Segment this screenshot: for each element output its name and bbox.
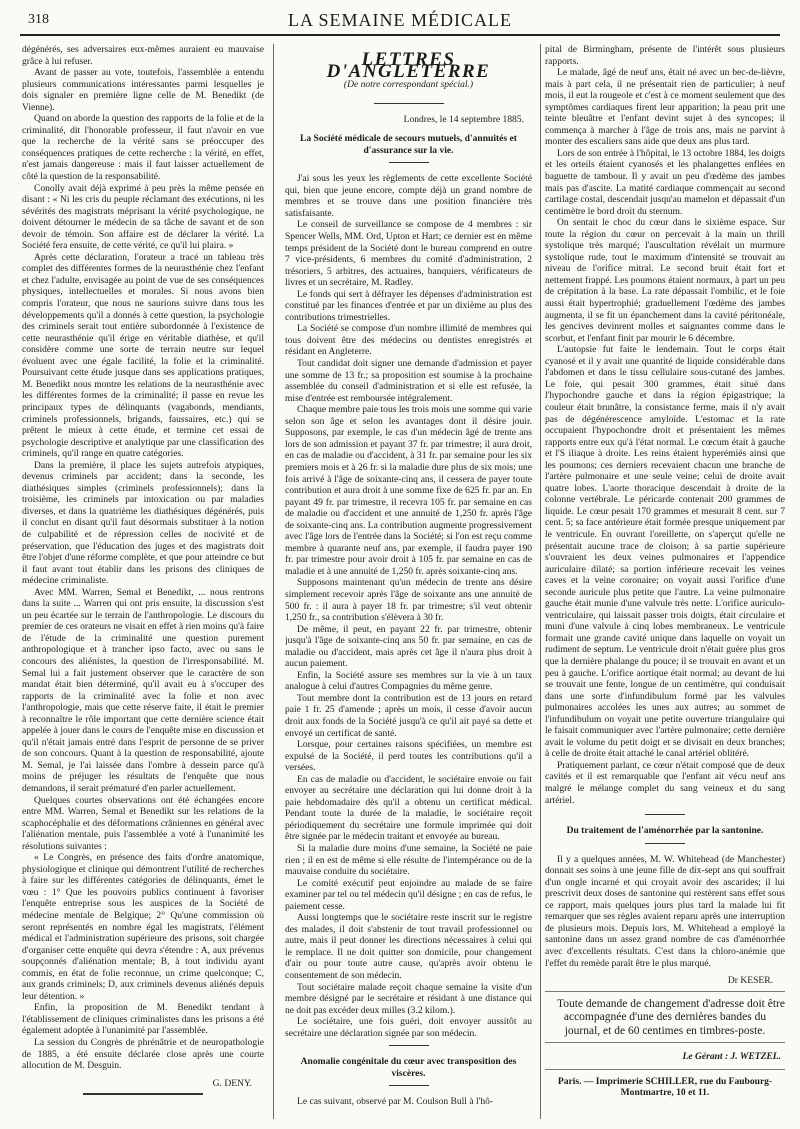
paragraph: Le conseil de surveillance se compose de 4 membres : sir Spencer Wells, MM. Ord, Upton et Hart; ce dernier est en même temps président de la Société dont le bureau comprend en outre 7 vice-présidents, 6 membres du comité d'administration, 2 trésoriers, 5 arbitres, des actuaires, banquiers, vérificateurs de livres et un secrétaire, M. Radley.	[285, 219, 532, 289]
paragraph: pital de Birmingham, présente de l'intérêt sous plusieurs rapports.	[545, 44, 785, 67]
manager-credit: Le Gérant : J. WETZEL.	[682, 1051, 781, 1063]
paragraph: La session du Congrès de phrénâtrie et de neuropathologie de 1885, a été ensuite déclarée close après une courte allocution de M. Desguin.	[22, 1037, 264, 1072]
paragraph: Après cette déclaration, l'orateur a tracé un tableau très complet des différentes formes de la neurasthénie chez l'enfant et chez l'adulte, envisagée au point de vue de ses conséquences physiques, intellectuelles et morales. Si nous avons bien compris l'orateur, que nous ne saurions suivre dans tous les développements qu'il a donnés à cette question, la psychologie des criminels serait tout entière subordonnée à l'existence de cette neurasthénie qu'il érige en véritable diathèse, et qu'il considère comme une sorte de terrain neutre sur lequel évoluent avec une égale facilité, la folie et la criminalité. Poursuivant cette étude jusque dans ses applications pratiques, M. Benedikt nous montre les relations de la neurasthénie avec les différentes formes de la criminalité; il passe en revue les principaux types de délinquants (vagabonds, mendiants, criminels professionnels, brigands, faussaires, etc.) qui se prêtent le mieux à cette étude, et termine cet essai de psychologie descriptive et analytique par une classification des criminels, qu'il range en quatre catégories.	[22, 251, 264, 460]
paragraph: De même, il peut, en payant 22 fr. par trimestre, obtenir jusqu'à l'âge de soixante-cinq ans 50 fr. par semaine, en cas de maladie ou d'accident, mais après cet âge il n'aura plus droit à aucun paiement.	[285, 623, 532, 670]
article-title: LETTRES D'ANGLETERRE	[326, 49, 491, 82]
paragraph: Avant de passer au vote, toutefois, l'assemblée a entendu plusieurs communications intéressantes parmi lesquelles je dois signaler en première ligne celle de M. Benedikt (de Vienne).	[22, 67, 264, 113]
paragraph: J'ai sous les yeux les règlements de cette excellente Société qui, bien que jeune encore, compte déjà un grand nombre de membres et se trouve dans une position financière très satisfaisante.	[285, 173, 532, 219]
author-signature: G. DENY.	[212, 1077, 252, 1089]
paragraph: Lorsque, pour certaines raisons spécifiées, un membre est expulsé de la Société, il perd toutes les contributions qu'il a versées.	[285, 739, 532, 774]
paragraph: Enfin, la Société assure ses membres sur la vie à un taux analogue à celui d'autres Compagnies du même genre.	[285, 669, 532, 693]
paragraph: Dans la première, il place les sujets autrefois atypiques, devenus criminels par accident; dans la seconde, les diathésiques simples (criminels professionnels); dans la troisième, les criminels par intoxication ou par maladies diverses, et dans la quatrième les diathésiques dégénérés, puis il conclut en disant qu'il faut désormais substituer à la notion de culpabilité et de répression celles de nocivité et de préservation, que l'éducation des juges et des magistrats doit être l'objet d'une réforme complète, et que pour atteindre ce but il faut avant tout établir dans les prisons des cliniques de médecine criminaliste.	[22, 459, 264, 587]
paragraph: Le sociétaire, une fois guéri, doit envoyer aussitôt au secrétaire une déclaration signée par son médecin.	[285, 1016, 532, 1039]
imprint-rule	[545, 1069, 785, 1070]
paragraph: En cas de maladie ou d'accident, le sociétaire envoie ou fait envoyer au secrétaire une déclaration qui lui donne droit à la paie hebdomadaire dès qu'il a obtenu un certificat médical. Pendant toute la durée de la maladie, le sociétaire reçoit périodiquement du secrétaire une formule imprimée qui doit être signée par le médecin traitant et envoyée au bureau.	[285, 773, 532, 843]
paragraph: Avec MM. Warren, Semal et Benedikt, ... nous rentrons dans la suite ... Warren qui ont pris ensuite, la discussion s'est un peu écartée sur le terrain de l'anthropologie. Le discours du premier de ces orateurs ne visait en effet à rien moins qu'à faire de l'étude de la criminalité une question purement anthropologique et à trancher ipso facto, avec ou sans le concours des aliénistes, la question de l'irresponsabilité. M. Semal lui a fait justement observer que le caractère de son mandat était bien déterminé, qu'il avait eu à s'occuper des rapports de la criminalité avec la folie et non avec l'anthropologie, mais que cette réserve faite, il était le premier à reconnaître le rôle important que cette dernière science était appelée à jouer dans le cours de l'enquête mise en discussion et qu'il n'était jamais entré dans l'esprit de personne de se priver de son concours. Quant à la question de responsabilité, ajoute M. Semal, je l'ai laissée dans l'ombre à dessein parce qu'à moins de préjuger les résultats de l'enquête que nous demandons, il serait prématuré d'en parler actuellement.	[22, 586, 264, 794]
paragraph: Pratiquement parlant, ce cœur n'était composé que de deux cavités et il est remarquable que l'enfant ait vécu neuf ans malgré le mélange complet du sang veineux et du sang artériel.	[545, 759, 785, 806]
paragraph: Aussi longtemps que le sociétaire reste inscrit sur le registre des malades, il doit s'abstenir de tout travail professionnel ou autre, mais il peut donner les directions nécessaires à celui qui le remplace. Il ne doit quitter son domicile, pour changement d'air ou pour toute autre cause, qu'après avoir obtenu le consentement de son médecin.	[285, 912, 532, 982]
section-heading: Anomalie congénitale du cœur avec transposition des viscères.	[300, 1056, 517, 1079]
title-rule	[374, 103, 444, 104]
paragraph: Le cas suivant, observé par M. Coulson Bull à l'hô-	[297, 1096, 494, 1108]
paragraph: Tout sociétaire malade reçoit chaque semaine la visite d'un membre désigné par le secrétaire et résidant à une distance qui ne doit pas excéder deux milles (3.2 kilom.).	[285, 981, 532, 1016]
journal-title: LA SEMAINE MÉDICALE	[288, 10, 512, 30]
paragraph: Enfin, la proposition de M. Benedikt tendant à l'établissement de cliniques criminalistes dans les prisons a été également adoptée à l'unanimité par l'assemblée.	[22, 1002, 264, 1037]
paragraph: On sentait le choc du cœur dans le sixième espace. Sur toute la région du cœur on percevait à la main un thrill systolique très marqué; l'auscultation révélait un murmure systolique rude, tout le maximum d'intensité se trouvait au niveau de l'orifice mitral. Le second bruit était fort et nettement frappé. Les poumons étaient normaux, à part un peu de crépitation à la base. La rate dépassait l'ombilic, et le foie aussi était hypertrophié; graduellement l'œdème des jambes augmenta, il se fit un épanchement dans la cavité péritonéale, les gencives devinrent molles et saignantes comme dans le scorbut, et l'enfant finit par mourir le 6 décembre.	[545, 217, 785, 344]
paragraph: Le malade, âgé de neuf ans, était né avec un bec-de-lièvre, mais à part cela, il ne présentait rien de particulier; à neuf mois, il eut la rougeole et c'est à ce moment seulement que des symptômes cardiaques firent leur apparition; la peau prit une teinte bleuâtre et l'enfant devint sujet à des syncopes; il commença à marcher à l'âge de trois ans, mais ne parvint à monter des escaliers sans aide que deux ans plus tard.	[545, 67, 785, 148]
column-3	[545, 44, 785, 1121]
paragraph: Le comité exécutif peut enjoindre au malade de se faire examiner par tel ou tel médecin qu'il désigne ; en cas de refus, le paiement cesse.	[285, 877, 532, 912]
section-rule	[645, 843, 685, 844]
column-1	[22, 44, 264, 1121]
paragraph: Chaque membre paie tous les trois mois une somme qui varie selon son âge et selon les avantages dont il désire jouir. Supposons, par exemple, le cas d'un médecin âgé de trente ans lors de son admission et payant 37 fr. par trimestre; il aura droit, en cas de maladie ou d'accident, à 31 fr. par semaine pour les six premiers mois et à 26 fr. si la maladie dure plus de six mois; une fois arrivé à l'âge de soixante-cinq ans, il cessera de payer toute contribution et aura droit à une somme fixe de 625 fr. par an. En payant 49 fr. par trimestre, il recevra 105 fr. par semaine en cas de maladie ou d'accident et une annuité de 1,250 fr. après l'âge de soixante-cinq ans. La contribution augmente progressivement avec l'âge lors de l'entrée dans la Société; si l'on est reçu comme membre à quarante neuf ans, par exemple, il faudra payer 190 fr. par trimestre pour avoir droit à 105 fr. par semaine en cas de maladie et à une annuité de 1,250 fr. après soixante-cinq ans.	[285, 404, 532, 577]
paragraph: Supposons maintenant qu'un médecin de trente ans désire simplement recevoir après l'âge de soixante ans une annuité de 500 fr. : il aura à payer 18 fr. par trimestre; s'il veut obtenir 1,250 fr., sa contribution s'élèvera à 30 fr.	[285, 577, 532, 624]
paragraph: Lors de son entrée à l'hôpital, le 13 octobre 1884, les doigts et les orteils étaient cyanosés et les phalangettes enflées en baguette de tambour. Il y avait un peu d'œdème des jambes mais pas d'ascite. La matité cardiaque commençait au second cartilage costal, descendait jusqu'au mamelon et dépassait d'un centimètre le bord droit du sternum.	[545, 147, 785, 217]
printer-imprint-line: Montmartre, 10 et 11.	[620, 1087, 710, 1099]
paragraph: La Société se compose d'un nombre illimité de membres qui tous doivent être des médecins ou dentistes enregistrés et résidant en Angleterre.	[285, 323, 532, 358]
notice-rule	[545, 1042, 785, 1043]
paragraph: dégénérés, ses adversaires eux-mêmes auraient eu mauvaise grâce à lui refuser.	[22, 44, 264, 67]
column-rule-right	[540, 44, 541, 1119]
section-rule	[645, 814, 685, 815]
paragraph: « Le Congrès, en présence des faits d'ordre anatomique, physiologique et clinique qui démontrent l'utilité de recherches à faire sur les différentes catégories de délinquants, émet le vœu : 1° Que les pouvoirs publics continuent à favoriser l'enquête entreprise sous les auspices de la Société de médecine mentale de Belgique; 2° Qu'une commission où seront représentés en nombre égal les magistrats, l'élément médical et l'administration supérieure des prisons, soit chargée d'organiser cette enquête qui devra s'étendre : A, aux prévenus soupçonnés d'aliénation mentale; B, à tout individu ayant commis, en état de folie reconnue, un crime quelconque; C, aux grands criminels; D, aux criminels devenus aliénés depuis leur détention. »	[22, 852, 264, 1002]
section-rule	[389, 1085, 429, 1086]
column-2	[285, 44, 532, 1121]
article-subtitle: (De notre correspondant spécial.)	[343, 79, 474, 91]
section-rule	[389, 1045, 429, 1046]
page-number: 318	[28, 12, 49, 27]
printer-imprint-line: Paris. — Imprimerie SCHILLER, rue du Faubourg-	[557, 1075, 773, 1087]
notice-rule	[545, 991, 785, 992]
section-rule	[389, 162, 429, 163]
end-rule	[83, 1093, 203, 1095]
paragraph: Tout membre dont la contribution est de 13 jours en retard paie 1 fr. 25 d'amende ; après un mois, il cesse d'avoir aucun droit aux fonds de la Société jusqu'à ce qu'il ait payé sa dette et envoyé un certificat de santé.	[285, 692, 532, 739]
subscription-notice: Toute demande de changement d'adresse doit être accompagnée d'une des dernières bandes du journal, et de 60 centimes en timbres-poste.	[557, 997, 785, 1037]
paragraph: L'autopsie fut faite le lendemain. Tout le corps était cyanosé et il y avait une quantité de liquide considérable dans l'abdomen et dans le tissu cellulaire sous-cutané des jambes. Le foie, qui pesait 300 grammes, était situé dans l'hypochondre gauche et dans la région épigastrique; la couleur était brunâtre, la consistance ferme, mais il n'y avait pas de dégénérescence amyloïde. L'estomac et la rate occupaient l'hypochondre droit et présentaient les mêmes rapports entre eux qu'à l'état normal. Le cœcum était à gauche et l'S iliaque à droite. Les reins étaient hyperémiés ainsi que les poumons; ces derniers recevaient chacun une branche de l'artère pulmonaire et une seule veine; celui de droite avait quatre lobes. L'aorte thoracique descendait à droite de la colonne vertébrale. Le péricarde contenait 200 grammes de liquide. Le cœur pesait 170 grammes et mesurait 8 cent. sur 7 cent. 5; sa face antérieure était formée presque uniquement par le ventricule. En ouvrant l'oreillette, on s'aperçut qu'elle ne présentait aucune trace de cloison; à sa partie supérieure s'ouvraient les deux veines pulmonaires et l'appendice auriculaire dilaté; sa portion inférieure recevait les veines caves et la veine coronaire; on voyait aussi l'orifice d'une seconde auricule plus petite que l'autre. La veine pulmonaire gauche était munie d'une valvule très nette. L'orifice auriculo-ventriculaire, qui laissait passer trois doigts, était circulaire et muni d'une valvule à cinq lobes membraneux. Le ventricule formait une grande cavité unique dans laquelle on voyait un rudiment de septum. Le ventricule droit n'était guère plus gros que la dernière phalange du pouce; il se trouvait en avant et un peu à gauche. L'orifice aortique était normal; au devant de lui se trouvait une fente, longue de un centimètre, qui conduisait dans une sorte d'infundibulum formé par les valvules pulmonaires accolées les unes aux autres; au sommet de l'infundibulum on voyait une petite ouverture triangulaire qui le faisait communiquer avec l'artère pulmonaire; cette dernière avait le volume du petit doigt et se divisait en deux branches; à celle de droite était attaché le canal artériel oblitéré.	[545, 344, 785, 760]
page-header	[20, 4, 780, 36]
section-heading: Du traitement de l'aménorrhée par la santonine.	[566, 825, 764, 837]
paragraph: Le fonds qui sert à défrayer les dépenses d'administration est constitué par les finances d'entrée et par un dixième au plus des contributions trimestrielles.	[285, 288, 532, 323]
dateline: Londres, le 14 septembre 1885.	[403, 113, 524, 125]
paragraph: Quand on aborde la question des rapports de la folie et de la criminalité, dit l'honorable professeur, il faut n'avoir en vue que la recherche de la vérité sans se préoccuper des conséquences pratiques de cette recherche : la vérité, en effet, n'est jamais dangereuse : mais il faut laisser actuellement de côté la question de la responsabilité.	[22, 113, 264, 183]
paragraph: Quelques courtes observations ont été échangées encore entre MM. Warren, Semal et Benedikt sur les relations de la scaphocéphalie et des déformations crâniennes en général avec l'aliénation mentale, puis l'assemblée a voté à l'unanimité les résolutions suivantes :	[22, 794, 264, 852]
paragraph: Il y a quelques années, M. W. Whitehead (de Manchester) donnait ses soins à une jeune fille de dix-sept ans qui souffrait d'un ongle incarné et qui croyait avoir des ascarides; il lui prescrivit deux doses de santonine qui restèrent sans effet sous ce rapport, mais quelques jours plus tard la malade lui fit remarquer que ses règles avaient reparu après une interruption de plusieurs mois. Depuis lors, M. Whitehead a employé la santonine dans un assez grand nombre de cas d'aménorrhée avec d'excellents résultats. C'est dans la chloro-anémie que l'effet du remède paraît être le plus marqué.	[545, 853, 785, 969]
paragraph: Tout candidat doit signer une demande d'admission et payer une somme de 13 fr.; sa proposition est soumise à la prochaine assemblée du conseil d'administration et si elle est refusée, la mise d'entrée est remboursée intégralement.	[285, 358, 532, 404]
paragraph: Si la maladie dure moins d'une semaine, la Société ne paie rien ; il en est de même si elle résulte de l'intempérance ou de la mauvaise conduite du sociétaire.	[285, 843, 532, 878]
section-heading: La Société médicale de secours mutuels, d'annuités et d'assurance sur la vie.	[300, 133, 517, 156]
paragraph: Conolly avait déjà exprimé à peu près la même pensée en disant : « Ni les cris du peuple réclamant des exécutions, ni les sévérités des magistrats méprisant la vérité psychologique, ne doivent détourner le médecin de sa tâche de savant et de son devoir de témoin. Son affaire est de déclarer la vérité. La Société fera ensuite, de cette vérité, ce qu'il lui plaira. »	[22, 182, 264, 252]
column-rule-left	[273, 44, 274, 1119]
author-signature: Dr KESER.	[727, 975, 773, 987]
